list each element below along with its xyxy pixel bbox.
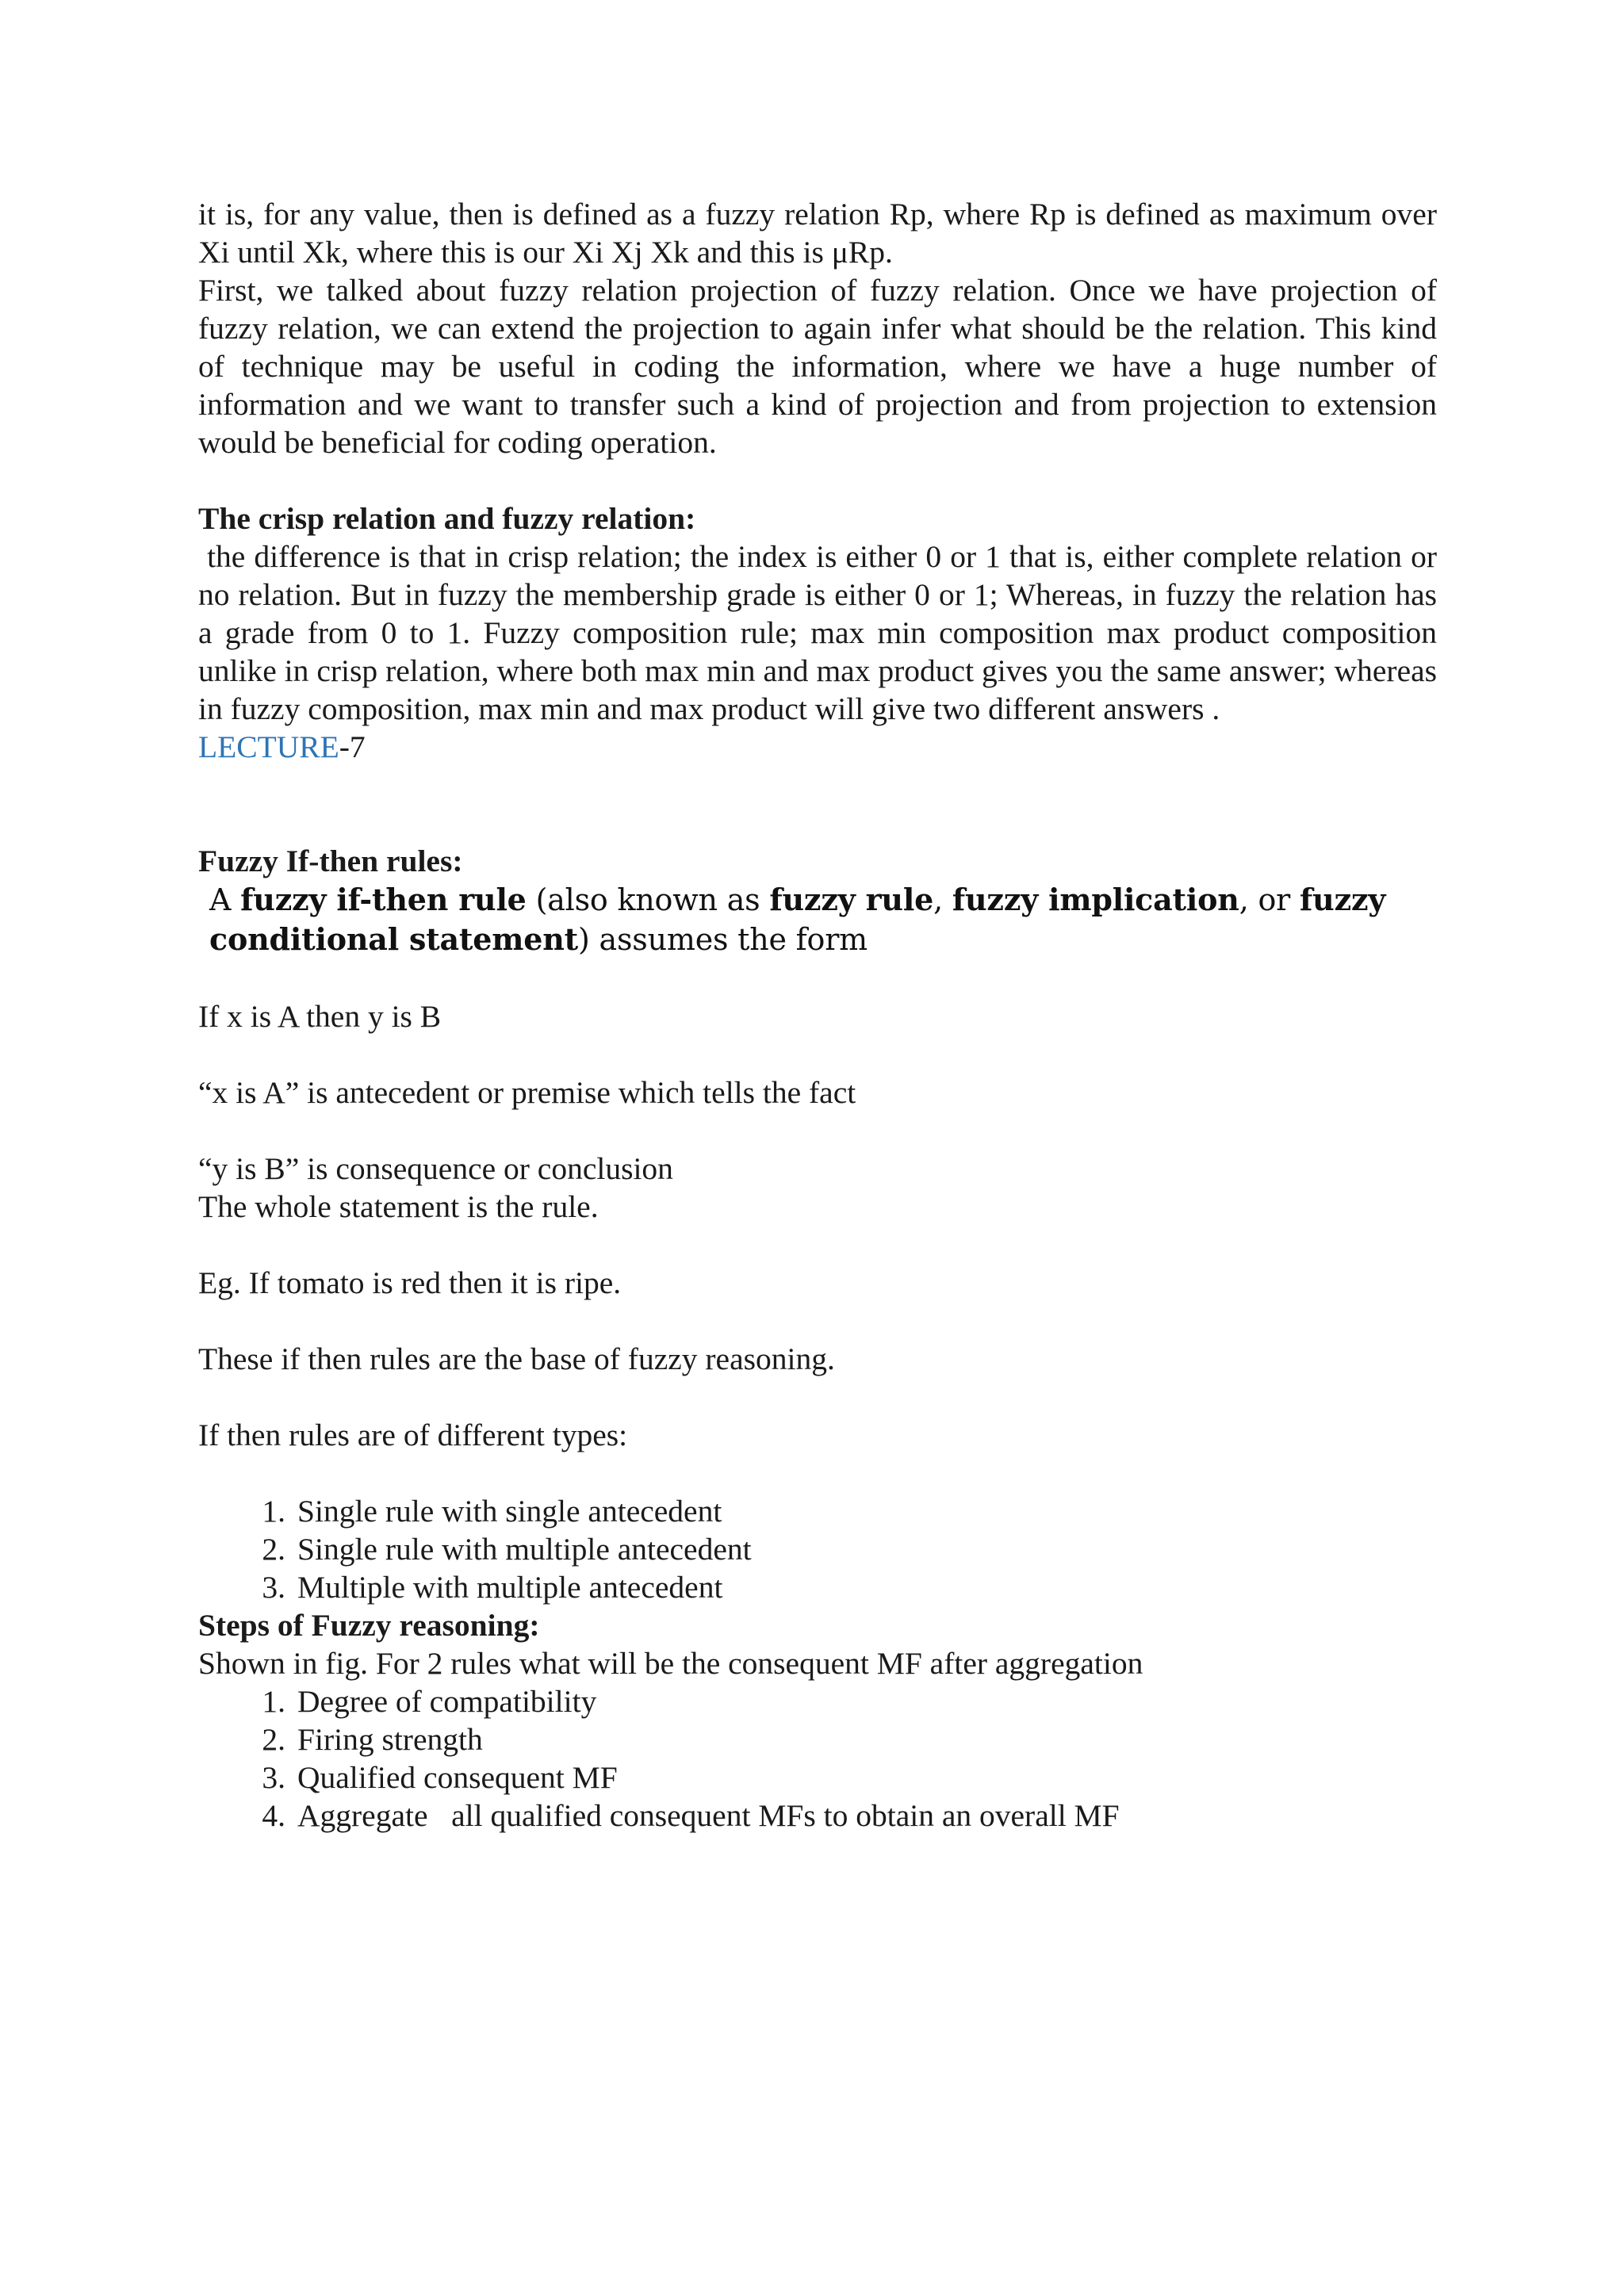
list-item-text: Firing strength (297, 1722, 483, 1757)
lecture-label (198, 728, 1437, 766)
paragraph-crisp-vs-fuzzy-text: the difference is that in crisp relation; the index is either 0 or 1 that is, either complete relation or no relation. But in fuzzy the membership grade is either 0 or 1; Whereas, in fuzzy the relation has a grade from 0 to 1. Fuzzy composition rule; max min composition max product composition unlike in crisp relation, where both max min and max product gives you the same answer; whereas in fuzzy composition, max min and max product will give two different answers . (198, 539, 1438, 726)
rule-statement: If x is A then y is B (198, 999, 442, 1034)
list-item (198, 1492, 1437, 1530)
spacer (198, 1112, 1437, 1150)
list-number: 2. (262, 1722, 285, 1757)
whole-statement: The whole statement is the rule. (198, 1189, 599, 1224)
reasoning-intro: Shown in fig. For 2 rules what will be the consequent MF after aggregation (198, 1646, 1143, 1681)
spacer (198, 959, 1437, 997)
definition-text: A (209, 882, 232, 917)
spacer (198, 1378, 1437, 1416)
spacer (198, 1226, 1437, 1264)
list-item (198, 1720, 1437, 1758)
types-intro: If then rules are of different types: (198, 1418, 628, 1452)
list-number: 3. (262, 1760, 285, 1795)
paragraph-projection: First, we talked about fuzzy relation projection of fuzzy relation. Once we have projection of fuzzy relation, we can extend the projection to again infer what should be the relation. This kind of technique may be useful in coding the information, where we have a huge number of information and we want to transfer such a kind of projection and from projection to extension would be beneficial for coding operation. (198, 273, 1437, 460)
base-statement: These if then rules are the base of fuzzy reasoning. (198, 1341, 835, 1376)
page-content (198, 195, 1437, 1835)
definition-term: fuzzy implication (952, 882, 1239, 917)
definition-term: fuzzy conditional statement (209, 882, 1386, 957)
reasoning-steps-list (198, 1682, 1437, 1835)
heading-fuzzy-if-then-rules: Fuzzy If-then rules: (198, 844, 463, 878)
heading-steps-fuzzy-reasoning: Steps of Fuzzy reasoning: (198, 1608, 540, 1643)
definition-figure (198, 880, 1437, 959)
list-item-text: Aggregate all qualified consequent MFs to obtain an overall MF (297, 1798, 1120, 1833)
definition-text: , (933, 882, 943, 917)
heading-crisp-fuzzy-relation: The crisp relation and fuzzy relation: (198, 501, 696, 536)
spacer (198, 1035, 1437, 1073)
list-item-text: Multiple with multiple antecedent (297, 1570, 723, 1605)
list-item (198, 1758, 1437, 1797)
list-number: 1. (262, 1494, 285, 1529)
paragraph-crisp-vs-fuzzy (198, 538, 1437, 728)
list-item-text: Qualified consequent MF (297, 1760, 618, 1795)
list-item (198, 1682, 1437, 1720)
paragraph-fuzzy-relation-rp: it is, for any value, then is defined as a fuzzy relation Rp, where Rp is defined as maximum over Xi until Xk, where this is our Xi Xj Xk and this is μRp. (198, 197, 1437, 270)
list-number: 3. (262, 1570, 285, 1605)
definition-term: fuzzy if-then rule (240, 882, 527, 917)
list-item-text: Single rule with multiple antecedent (297, 1532, 752, 1567)
list-item-text: Single rule with single antecedent (297, 1494, 722, 1529)
antecedent-statement: “x is A” is antecedent or premise which tells the fact (198, 1075, 856, 1110)
list-number: 4. (262, 1798, 285, 1833)
list-item-text: Degree of compatibility (297, 1684, 597, 1719)
definition-text: , or (1239, 882, 1291, 917)
list-number: 1. (262, 1684, 285, 1719)
lecture-number: -7 (339, 729, 366, 764)
list-number: 2. (262, 1532, 285, 1567)
spacer (198, 461, 1437, 499)
list-item (198, 1568, 1437, 1606)
rule-types-list (198, 1492, 1437, 1606)
definition-term: fuzzy rule (769, 882, 934, 917)
list-item (198, 1797, 1437, 1835)
spacer (198, 1302, 1437, 1340)
definition-text: (also known as (535, 882, 760, 917)
consequence-statement: “y is B” is consequence or conclusion (198, 1151, 673, 1186)
spacer (198, 1454, 1437, 1492)
lecture-word: LECTURE (198, 729, 339, 764)
list-item (198, 1530, 1437, 1568)
spacer (198, 766, 1437, 842)
example-statement: Eg. If tomato is red then it is ripe. (198, 1265, 622, 1300)
definition-text: ) assumes the form (578, 922, 868, 957)
